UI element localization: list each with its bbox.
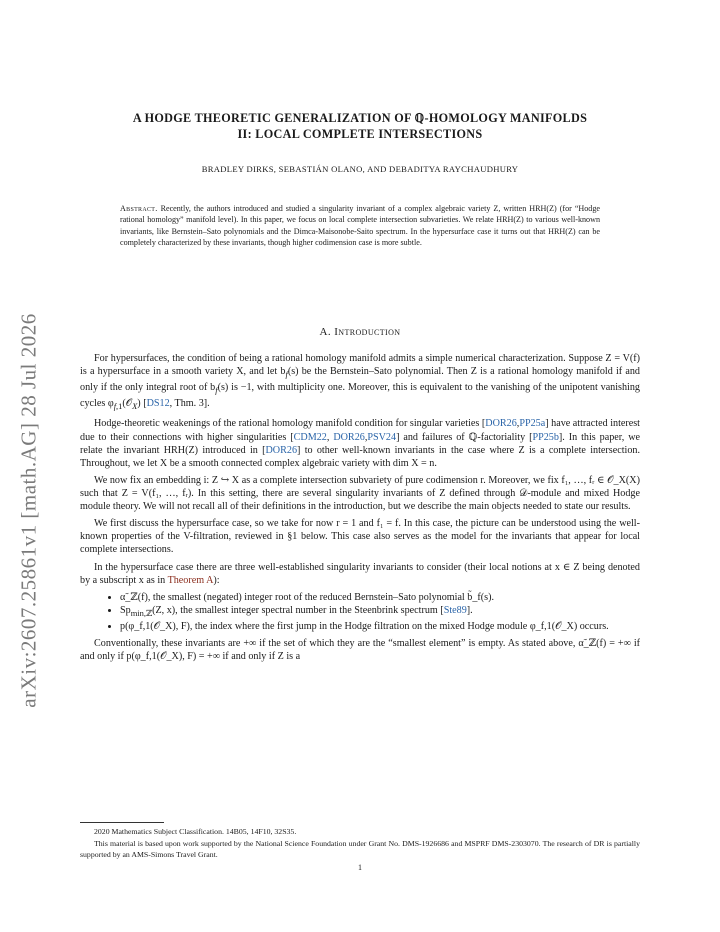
p1-text-b: (s) be the Bernstein–Sato polynomial. Then Z is a rational homology manifold if and only if the only integral root of b [80, 366, 640, 394]
paragraph-2: Hodge-theoretic weakenings of the rational homology manifold condition for singular varieties [DOR26,PP25a] have attracted interest due to their connections with higher singularities [CDM22, DOR26,PSV24] and failures of ℚ-factoriality [PP25b]. In this paper, we relate the invariant HRH(Z) introduced in [DOR26] to other well-known invariants in the case where Z is a complete intersection. Throughout, we let X be a smooth connected complex algebraic variety with dim X = n. [80, 418, 641, 469]
p2-text-e: ] to other well-known invariants in the case where Z is a complete intersection. Throughout, we let X be a smooth connected complex algebraic variety with dim X = n. [80, 444, 640, 469]
b2-text-c: ]. [466, 604, 473, 616]
abstract-text: Recently, the authors introduced and studied a singularity invariant of a complex algebraic variety Z, written HRH(Z) (for “Hodge rational homology” manifold level). In this paper, we focus on local complete intersection subvarieties. We relate HRH(Z) to various well-known invariants, like Bernstein–Sato polynomials and the Dimca-Maisonobe-Saito spectrum. In the hypersurface case it turns out that HRH(Z) can be completely characterized by these invariants, though higher codimension case is more subtle. [120, 204, 600, 248]
citation-cdm22[interactable]: CDM22 [293, 431, 327, 443]
footnote-classification: 2020 Mathematics Subject Classification. 14B05, 14F10, 32S35. [94, 827, 297, 836]
footnotes [80, 826, 640, 861]
p1-text-c: (s) is −1, with multiplicity one. Moreover, this is equivalent to the vanishing of the unipotent vanishing cycles φ [80, 382, 640, 410]
arxiv-identifier [14, 312, 44, 708]
paragraph-6: Conventionally, these invariants are +∞ if the set of which they are the “smallest element” is empty. As stated above, α̃_ℤ(f) = +∞ if and only if p(φ_f,1(𝒪_X), F) = +∞ if and only if Z is a [80, 637, 640, 662]
p2-text-a: Hodge-theoretic weakenings of the rational homology manifold condition for singular varieties [ [94, 418, 486, 430]
p1-text-e: ) [ [137, 398, 147, 410]
citation-dor26-c[interactable]: DOR26 [265, 444, 298, 456]
citation-dor26-b[interactable]: DOR26 [333, 431, 365, 443]
section-name: Introduction [334, 326, 401, 338]
citation-ste89[interactable]: Ste89 [443, 604, 467, 616]
b2-subscript: min,ℤ [130, 607, 153, 618]
p2-text-b: ] have attracted interest due to their connections with higher singularities [ [80, 418, 640, 443]
title-line-2: II: LOCAL COMPLETE INTERSECTIONS [237, 127, 483, 141]
arxiv-identifier-text: arXiv:2607.25861v1 [math.AG] 28 Jul 2026 [16, 312, 41, 708]
p1-text-d: (𝒪 [122, 398, 133, 410]
footnote-funding: This material is based upon work supported by the National Science Foundation under Grant No. DMS-1926686 and MSPRF DMS-2303070. The research of DR is partially supported by an AMS-Simons Travel Grant. [80, 838, 640, 860]
list-item: • α̃_ℤ(f), the smallest (negated) integer root of the reduced Bernstein–Sato polynomial b̃_f(s). [120, 591, 640, 604]
citation-ds12[interactable]: DS12 [146, 398, 170, 410]
paragraph-3: We now fix an embedding i: Z ↪ X as a complete intersection subvariety of pure codimension r. Moreover, we fix f₁, …, fᵣ ∈ 𝒪_X(X) such that Z = V(f₁, …, fᵣ). In this setting, there are several singularity invariants of Z defined through 𝒟-module and mixed Hodge module theory. We will not recall all of their definitions in the introduction, but we describe the main objects needed to state our results. [80, 474, 640, 512]
author-list: BRADLEY DIRKS, SEBASTIÁN OLANO, AND DEBADITYA RAYCHAUDHURY [201, 164, 519, 174]
section-letter: A. [319, 326, 332, 338]
paragraph-1: For hypersurfaces, the condition of being a rational homology manifold admits a simple numerical characterization. Suppose Z = V(f) is a hypersurface in a smooth variety X, and let $b_f(s)$ be the Bernstein–Sato polynomial. Then Z is a rational homology manifold if and only if the only integral root of $b_f(s)$ is −1, with multiplicity one. Moreover, this is equivalent to the vanishing of the unipotent vanishing cycles $\varphi_{f,1}(𝒪_X)$ [DS12, Thm. 3]. [80, 353, 640, 412]
citation-psv24[interactable]: PSV24 [367, 431, 397, 443]
invariants-list [80, 591, 640, 633]
section-heading [80, 326, 640, 338]
paragraph-5 [80, 561, 640, 587]
citation-dor26[interactable]: DOR26 [485, 418, 517, 430]
p5-text-a: In the hypersurface case there are three well-established singularity invariants to consider (their local notions at x ∈ Z being denoted by a subscript x as in [80, 561, 640, 586]
list-item: • p(φ_f,1(𝒪_X), F), the index where the first jump in the Hodge filtration on the mixed Hodge module φ_f,1(𝒪_X) occurs. [120, 620, 640, 633]
p1-text-f: , Thm. 3]. [169, 398, 210, 410]
b2-text-a: Sp [120, 604, 131, 616]
p5-text-b: ): [213, 574, 220, 586]
list-item [120, 604, 640, 620]
body-text [80, 352, 640, 667]
citation-pp25a[interactable]: PP25a [519, 418, 546, 430]
p1-text-a: For hypersurfaces, the condition of being a rational homology manifold admits a simple numerical characterization. Suppose Z = V(f) is a hypersurface in a smooth variety X, and let b [80, 353, 640, 378]
p2-text-d: ]. In this paper, we relate the invariant HRH(Z) introduced in [ [80, 431, 641, 456]
paper-title [80, 110, 640, 142]
p2-text-c: ] and failures of ℚ-factoriality [ [396, 431, 533, 443]
page-number: 1 [358, 863, 362, 872]
title-line-1: A HODGE THEORETIC GENERALIZATION OF ℚ-HOMOLOGY MANIFOLDS [132, 111, 588, 125]
footnote-divider [80, 822, 164, 823]
b2-text-b: (Z, x), the smallest integer spectral number in the Steenbrink spectrum [ [152, 604, 444, 616]
citation-pp25b[interactable]: PP25b [532, 431, 559, 443]
abstract [120, 203, 600, 249]
abstract-label: Abstract. [120, 204, 158, 213]
paragraph-4: We first discuss the hypersurface case, so we take for now r = 1 and f₁ = f. In this case, the picture can be understood using the well-known properties of the V-filtration, reviewed in §1 below. This case also serves as the model for the invariants that appear for local complete intersections. [80, 518, 640, 556]
theorem-a-link[interactable]: Theorem A [167, 574, 214, 586]
